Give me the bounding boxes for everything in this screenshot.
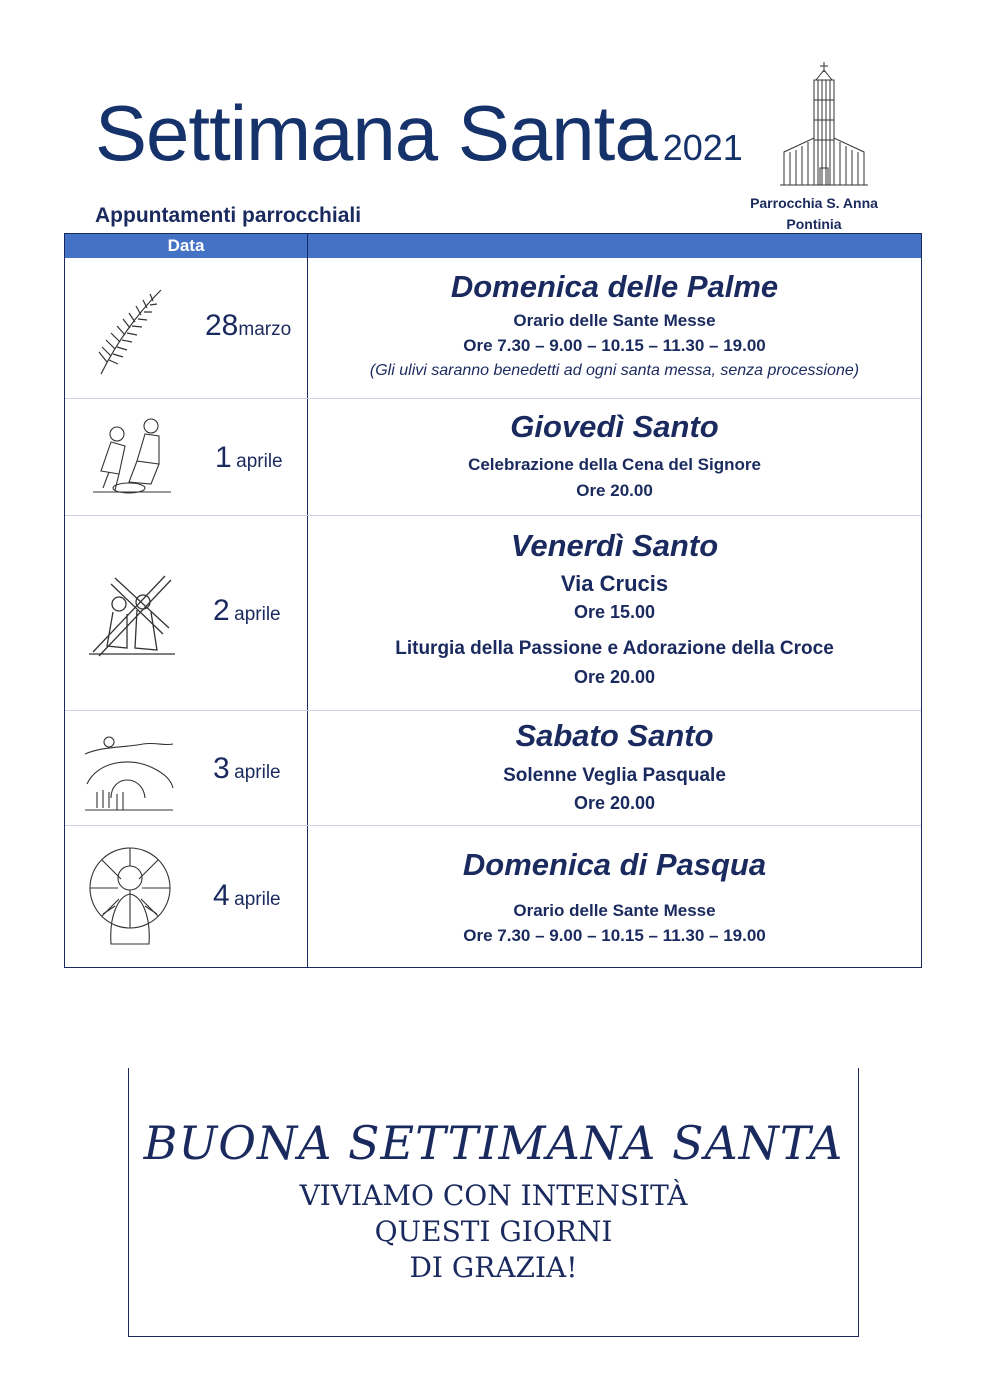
risen-christ-icon bbox=[85, 844, 175, 950]
event-line: Ore 15.00 bbox=[573, 602, 656, 622]
church-icon bbox=[778, 60, 870, 190]
greeting-line3: DI GRAZIA! bbox=[409, 1251, 578, 1284]
date-label bbox=[213, 594, 281, 628]
date-label bbox=[215, 441, 283, 475]
header-date: Data bbox=[167, 236, 205, 255]
date-month: aprile bbox=[236, 451, 283, 472]
greeting-line2: QUESTI GIORNI bbox=[374, 1215, 613, 1248]
event-line: Ore 20.00 bbox=[576, 481, 653, 500]
table-header bbox=[65, 234, 921, 258]
event-cell bbox=[308, 527, 921, 690]
page-title bbox=[95, 88, 743, 179]
row-divider bbox=[65, 515, 921, 516]
palm-branch-icon bbox=[95, 286, 167, 378]
event-cell bbox=[308, 846, 921, 948]
event-title: Giovedì Santo bbox=[510, 409, 719, 444]
event-line: Solenne Veglia Pasquale bbox=[503, 765, 726, 786]
date-day: 28 bbox=[205, 309, 239, 342]
date-label bbox=[205, 309, 291, 343]
event-line: Ore 7.30 – 9.00 – 10.15 – 11.30 – 19.00 bbox=[463, 926, 766, 945]
event-line: Liturgia della Passione e Adorazione della Croce bbox=[395, 638, 834, 659]
event-line: Orario delle Sante Messe bbox=[513, 311, 716, 330]
row-divider bbox=[65, 825, 921, 826]
event-title: Domenica di Pasqua bbox=[462, 847, 767, 882]
greeting-box bbox=[128, 1068, 859, 1337]
title-year: 2021 bbox=[662, 127, 743, 168]
greeting-title: BUONA SETTIMANA SANTA bbox=[143, 1116, 844, 1170]
greeting-line1: VIVIAMO CON INTENSITÀ bbox=[299, 1179, 688, 1212]
date-month: aprile bbox=[234, 889, 281, 910]
parish-line1: Parrocchia S. Anna bbox=[750, 195, 878, 211]
event-cell bbox=[308, 717, 921, 817]
title-text: Settimana Santa bbox=[95, 89, 657, 177]
event-title: Venerdì Santo bbox=[510, 528, 719, 563]
event-line: Ore 20.00 bbox=[573, 793, 656, 813]
date-month: marzo bbox=[238, 319, 292, 340]
page-subtitle: Appuntamenti parrocchiali bbox=[95, 204, 362, 227]
date-month: aprile bbox=[234, 604, 281, 625]
date-month: aprile bbox=[234, 762, 281, 783]
event-note: (Gli ulivi saranno benedetti ad ogni santa messa, senza processione) bbox=[369, 362, 860, 379]
event-line: Via Crucis bbox=[560, 571, 669, 596]
date-label bbox=[213, 879, 281, 913]
event-title: Sabato Santo bbox=[515, 718, 714, 753]
foot-washing-icon bbox=[89, 416, 175, 496]
row-divider bbox=[65, 710, 921, 711]
date-day: 2 bbox=[213, 594, 230, 627]
event-title: Domenica delle Palme bbox=[450, 269, 779, 304]
date-day: 3 bbox=[213, 752, 230, 785]
date-day: 1 bbox=[215, 441, 232, 474]
cross-bearing-icon bbox=[85, 568, 177, 658]
event-cell bbox=[308, 408, 921, 503]
event-line: Ore 20.00 bbox=[573, 667, 656, 687]
date-label bbox=[213, 752, 281, 786]
row-divider bbox=[65, 398, 921, 399]
schedule-table bbox=[64, 233, 922, 968]
event-line: Orario delle Sante Messe bbox=[513, 901, 716, 920]
parish-name bbox=[740, 193, 888, 235]
empty-tomb-icon bbox=[83, 734, 175, 816]
event-line: Ore 7.30 – 9.00 – 10.15 – 11.30 – 19.00 bbox=[463, 336, 766, 355]
greeting-message bbox=[129, 1178, 858, 1286]
date-day: 4 bbox=[213, 879, 230, 912]
event-line: Celebrazione della Cena del Signore bbox=[468, 455, 761, 474]
event-cell bbox=[308, 268, 921, 384]
parish-line2: Pontinia bbox=[786, 216, 842, 232]
